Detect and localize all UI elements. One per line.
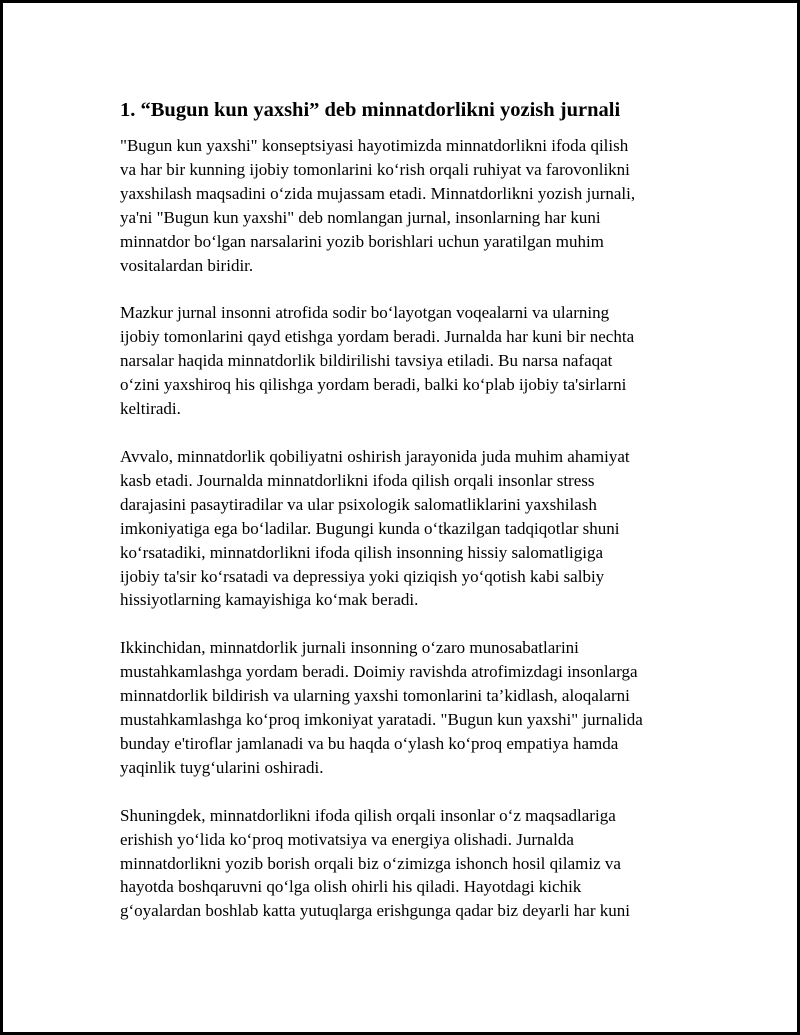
text-line: ko‘rsatadiki, minnatdorlikni ifoda qilish insonning hissiy salomatligiga: [120, 542, 604, 562]
text-line: g‘oyalardan boshlab katta yutuqlarga erishgunga qadar biz deyarli har kuni: [120, 901, 630, 921]
text-line: yaqinlik tuyg‘ularini oshiradi.: [120, 757, 324, 777]
text-line: ijobiy tomonlarini qayd etishga yordam beradi. Jurnalda har kuni bir nechta: [120, 327, 635, 347]
text-line: Mazkur jurnal insonni atrofida sodir bo‘layotgan voqealarni va ularning: [120, 303, 610, 323]
text-line: o‘zini yaxshiroq his qilishga yordam beradi, balki ko‘plab ijobiy ta'sirlarni: [120, 375, 627, 395]
text-line: narsalar haqida minnatdorlik bildirilishi tavsiya etiladi. Bu narsa nafaqat: [120, 351, 613, 371]
text-line: hissiyotlarning kamayishiga ko‘mak beradi.: [120, 590, 419, 610]
text-line: Avvalo, minnatdorlik qobiliyatni oshirish jarayonida juda muhim ahamiyat: [120, 446, 630, 466]
paragraph: [120, 134, 700, 277]
text-line: mustahkamlashga yordam beradi. Doimiy ravishda atrofimizdagi insonlarga: [120, 662, 638, 682]
paragraph: [120, 636, 700, 779]
section-heading: 1. “Bugun kun yaxshi” deb minnatdorlikni yozish jurnali: [120, 99, 621, 121]
text-line: imkoniyatiga ega bo‘ladilar. Bugungi kunda o‘tkazilgan tadqiqotlar shuni: [120, 518, 620, 538]
text-line: va har bir kunning ijobiy tomonlarini ko‘rish orqali ruhiyat va farovonlikni: [120, 159, 630, 179]
paragraph: [120, 301, 700, 421]
text-line: keltiradi.: [120, 399, 181, 419]
text-line: yaxshilash maqsadini o‘zida mujassam etadi. Minnatdorlikni yozish jurnali,: [120, 183, 636, 203]
text-line: Ikkinchidan, minnatdorlik jurnali insonning o‘zaro munosabatlarini: [120, 638, 579, 658]
text-line: erishish yo‘lida ko‘proq motivatsiya va energiya olishadi. Jurnalda: [120, 829, 574, 849]
text-line: Shuningdek, minnatdorlikni ifoda qilish orqali insonlar o‘z maqsadlariga: [120, 805, 616, 825]
document-body: [120, 96, 700, 947]
paragraph: [120, 804, 700, 924]
text-line: minnatdor bo‘lgan narsalarini yozib borishlari uchun yaratilgan muhim: [120, 231, 604, 251]
text-line: mustahkamlashga ko‘proq imkoniyat yaratadi. "Bugun kun yaxshi" jurnalida: [120, 710, 643, 730]
text-line: minnatdorlik bildirish va ularning yaxshi tomonlarini ta’kidlash, aloqalarni: [120, 686, 630, 706]
text-line: bunday e'tiroflar jamlanadi va bu haqda o‘ylash ko‘proq empatiya hamda: [120, 733, 619, 753]
text-line: "Bugun kun yaxshi" konseptsiyasi hayotimizda minnatdorlikni ifoda qilish: [120, 136, 629, 155]
text-line: ijobiy ta'sir ko‘rsatadi va depressiya yoki qiziqish yo‘qotish kabi salbiy: [120, 566, 605, 586]
text-line: vositalardan biridir.: [120, 255, 254, 275]
text-line: minnatdorlikni yozib borish orqali biz o‘zimizga ishonch hosil qilamiz va: [120, 853, 621, 873]
text-line: ya'ni "Bugun kun yaxshi" deb nomlangan jurnal, insonlarning har kuni: [120, 207, 601, 227]
text-line: darajasini pasaytiradilar va ular psixologik salomatliklarini yaxshilash: [120, 494, 597, 514]
text-line: kasb etadi. Journalda minnatdorlikni ifoda qilish orqali insonlar stress: [120, 470, 595, 490]
paragraph-list: [120, 134, 700, 923]
paragraph: [120, 445, 700, 612]
text-line: hayotda boshqaruvni qo‘lga olish ohirli his qiladi. Hayotdagi kichik: [120, 877, 582, 897]
